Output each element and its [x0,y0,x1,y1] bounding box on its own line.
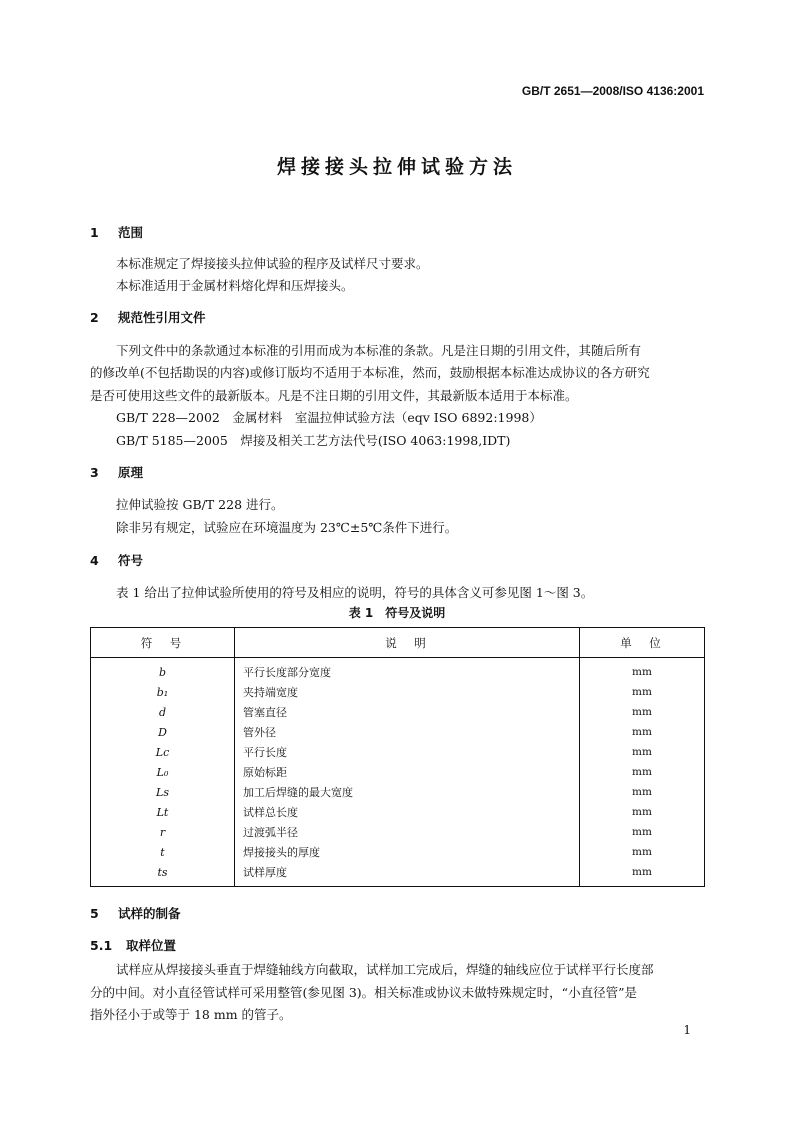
unit-cell: mm [632,806,652,818]
description-cell: 试样厚度 [235,862,580,887]
page-number: 1 [683,1023,691,1037]
table-row [91,742,705,762]
table-header-row [91,628,705,658]
symbol-cell: r [91,822,235,842]
section-number: 2 [90,310,99,325]
symbol-cell: b [91,658,235,683]
description-cell: 原始标距 [235,762,580,782]
paragraph: 本标准适用于金属材料熔化焊和压焊接头。 [116,278,354,293]
document-title: 焊接接头拉伸试验方法 [276,156,517,178]
paragraph-line: 指外径小于或等于 18 mm 的管子。 [90,1007,292,1022]
section-title: 规范性引用文件 [118,310,206,325]
unit-cell: mm [632,786,652,798]
symbol-cell: Ls [91,782,235,802]
header-symbol: 符 号 [91,628,235,658]
table-caption: 表 1 符号及说明 [348,606,446,620]
unit-cell: mm [632,686,652,698]
symbol-cell: D [91,722,235,742]
section-number: 3 [90,465,99,480]
paragraph: 本标准规定了焊接接头拉伸试验的程序及试样尺寸要求。 [116,256,429,271]
description-cell: 平行长度部分宽度 [235,658,580,683]
paragraph-line: 试样应从焊接接头垂直于焊缝轴线方向截取，试样加工完成后，焊缝的轴线应位于试样平行长度部 [116,962,654,977]
section-title: 符号 [118,553,144,568]
table-row [91,682,705,702]
section-title: 试样的制备 [118,906,181,921]
symbol-cell: b₁ [91,682,235,702]
symbol-cell: ts [91,862,235,887]
table-row [91,658,705,683]
description-cell: 管外径 [235,722,580,742]
table-row [91,822,705,842]
unit-cell: mm [632,846,652,858]
section-3-heading [90,463,143,481]
unit-cell: mm [632,766,652,778]
section-number: 5 [90,906,99,921]
reference-item: GB/T 5185—2005 焊接及相关工艺方法代号(ISO 4063:1998,IDT) [116,433,511,448]
description-cell: 加工后焊缝的最大宽度 [235,782,580,802]
section-5-1-heading [90,936,176,954]
symbol-cell: Lt [91,802,235,822]
paragraph: 拉伸试验按 GB/T 228 进行。 [116,497,284,512]
description-cell: 试样总长度 [235,802,580,822]
table-row [91,722,705,742]
section-title: 原理 [118,465,144,480]
table-row [91,702,705,722]
paragraph-line: 的修改单(不包括勘误的内容)或修订版均不适用于本标准，然而，鼓励根据本标准达成协议的各方研究 [90,365,650,380]
table-row [91,842,705,862]
unit-cell: mm [632,746,652,758]
paragraph-line: 下列文件中的条款通过本标准的引用而成为本标准的条款。凡是注日期的引用文件，其随后所有 [116,343,642,358]
description-cell: 管塞直径 [235,702,580,722]
section-number: 4 [90,553,99,568]
unit-cell: mm [632,706,652,718]
symbol-cell: t [91,842,235,862]
paragraph-line: 分的中间。对小直径管试样可采用整管(参见图 3)。相关标准或协议未做特殊规定时，“小直径管”是 [90,985,637,1000]
table-row [91,862,705,887]
standard-code: GB/T 2651—2008/ISO 4136:2001 [521,84,704,98]
reference-item: GB/T 228—2002 金属材料 室温拉伸试验方法（eqv ISO 6892:1998） [116,410,542,425]
description-cell: 夹持端宽度 [235,682,580,702]
paragraph: 表 1 给出了拉伸试验所使用的符号及相应的说明，符号的具体含义可参见图 1～图 3。 [116,585,594,600]
table-row [91,782,705,802]
paragraph: 除非另有规定，试验应在环境温度为 23℃±5℃条件下进行。 [116,520,458,535]
section-2-heading [90,308,206,326]
section-5-heading [90,904,181,922]
description-cell: 过渡弧半径 [235,822,580,842]
unit-cell: mm [632,866,652,878]
table-row [91,802,705,822]
section-number: 5.1 [90,938,113,953]
section-title: 取样位置 [126,938,177,953]
description-cell: 焊接接头的厚度 [235,842,580,862]
section-number: 1 [90,225,99,240]
table-row [91,762,705,782]
paragraph-line: 是否可使用这些文件的最新版本。凡是不注日期的引用文件，其最新版本适用于本标准。 [90,388,578,403]
header-unit: 单 位 [580,628,705,658]
unit-cell: mm [632,726,652,738]
section-4-heading [90,551,143,569]
unit-cell: mm [632,826,652,838]
unit-cell: mm [632,666,652,678]
header-description: 说 明 [235,628,580,658]
section-title: 范围 [118,225,144,240]
symbols-table [90,627,705,887]
section-1-heading [90,223,143,241]
symbol-cell: d [91,702,235,722]
description-cell: 平行长度 [235,742,580,762]
symbol-cell: L₀ [91,762,235,782]
symbol-cell: Lc [91,742,235,762]
